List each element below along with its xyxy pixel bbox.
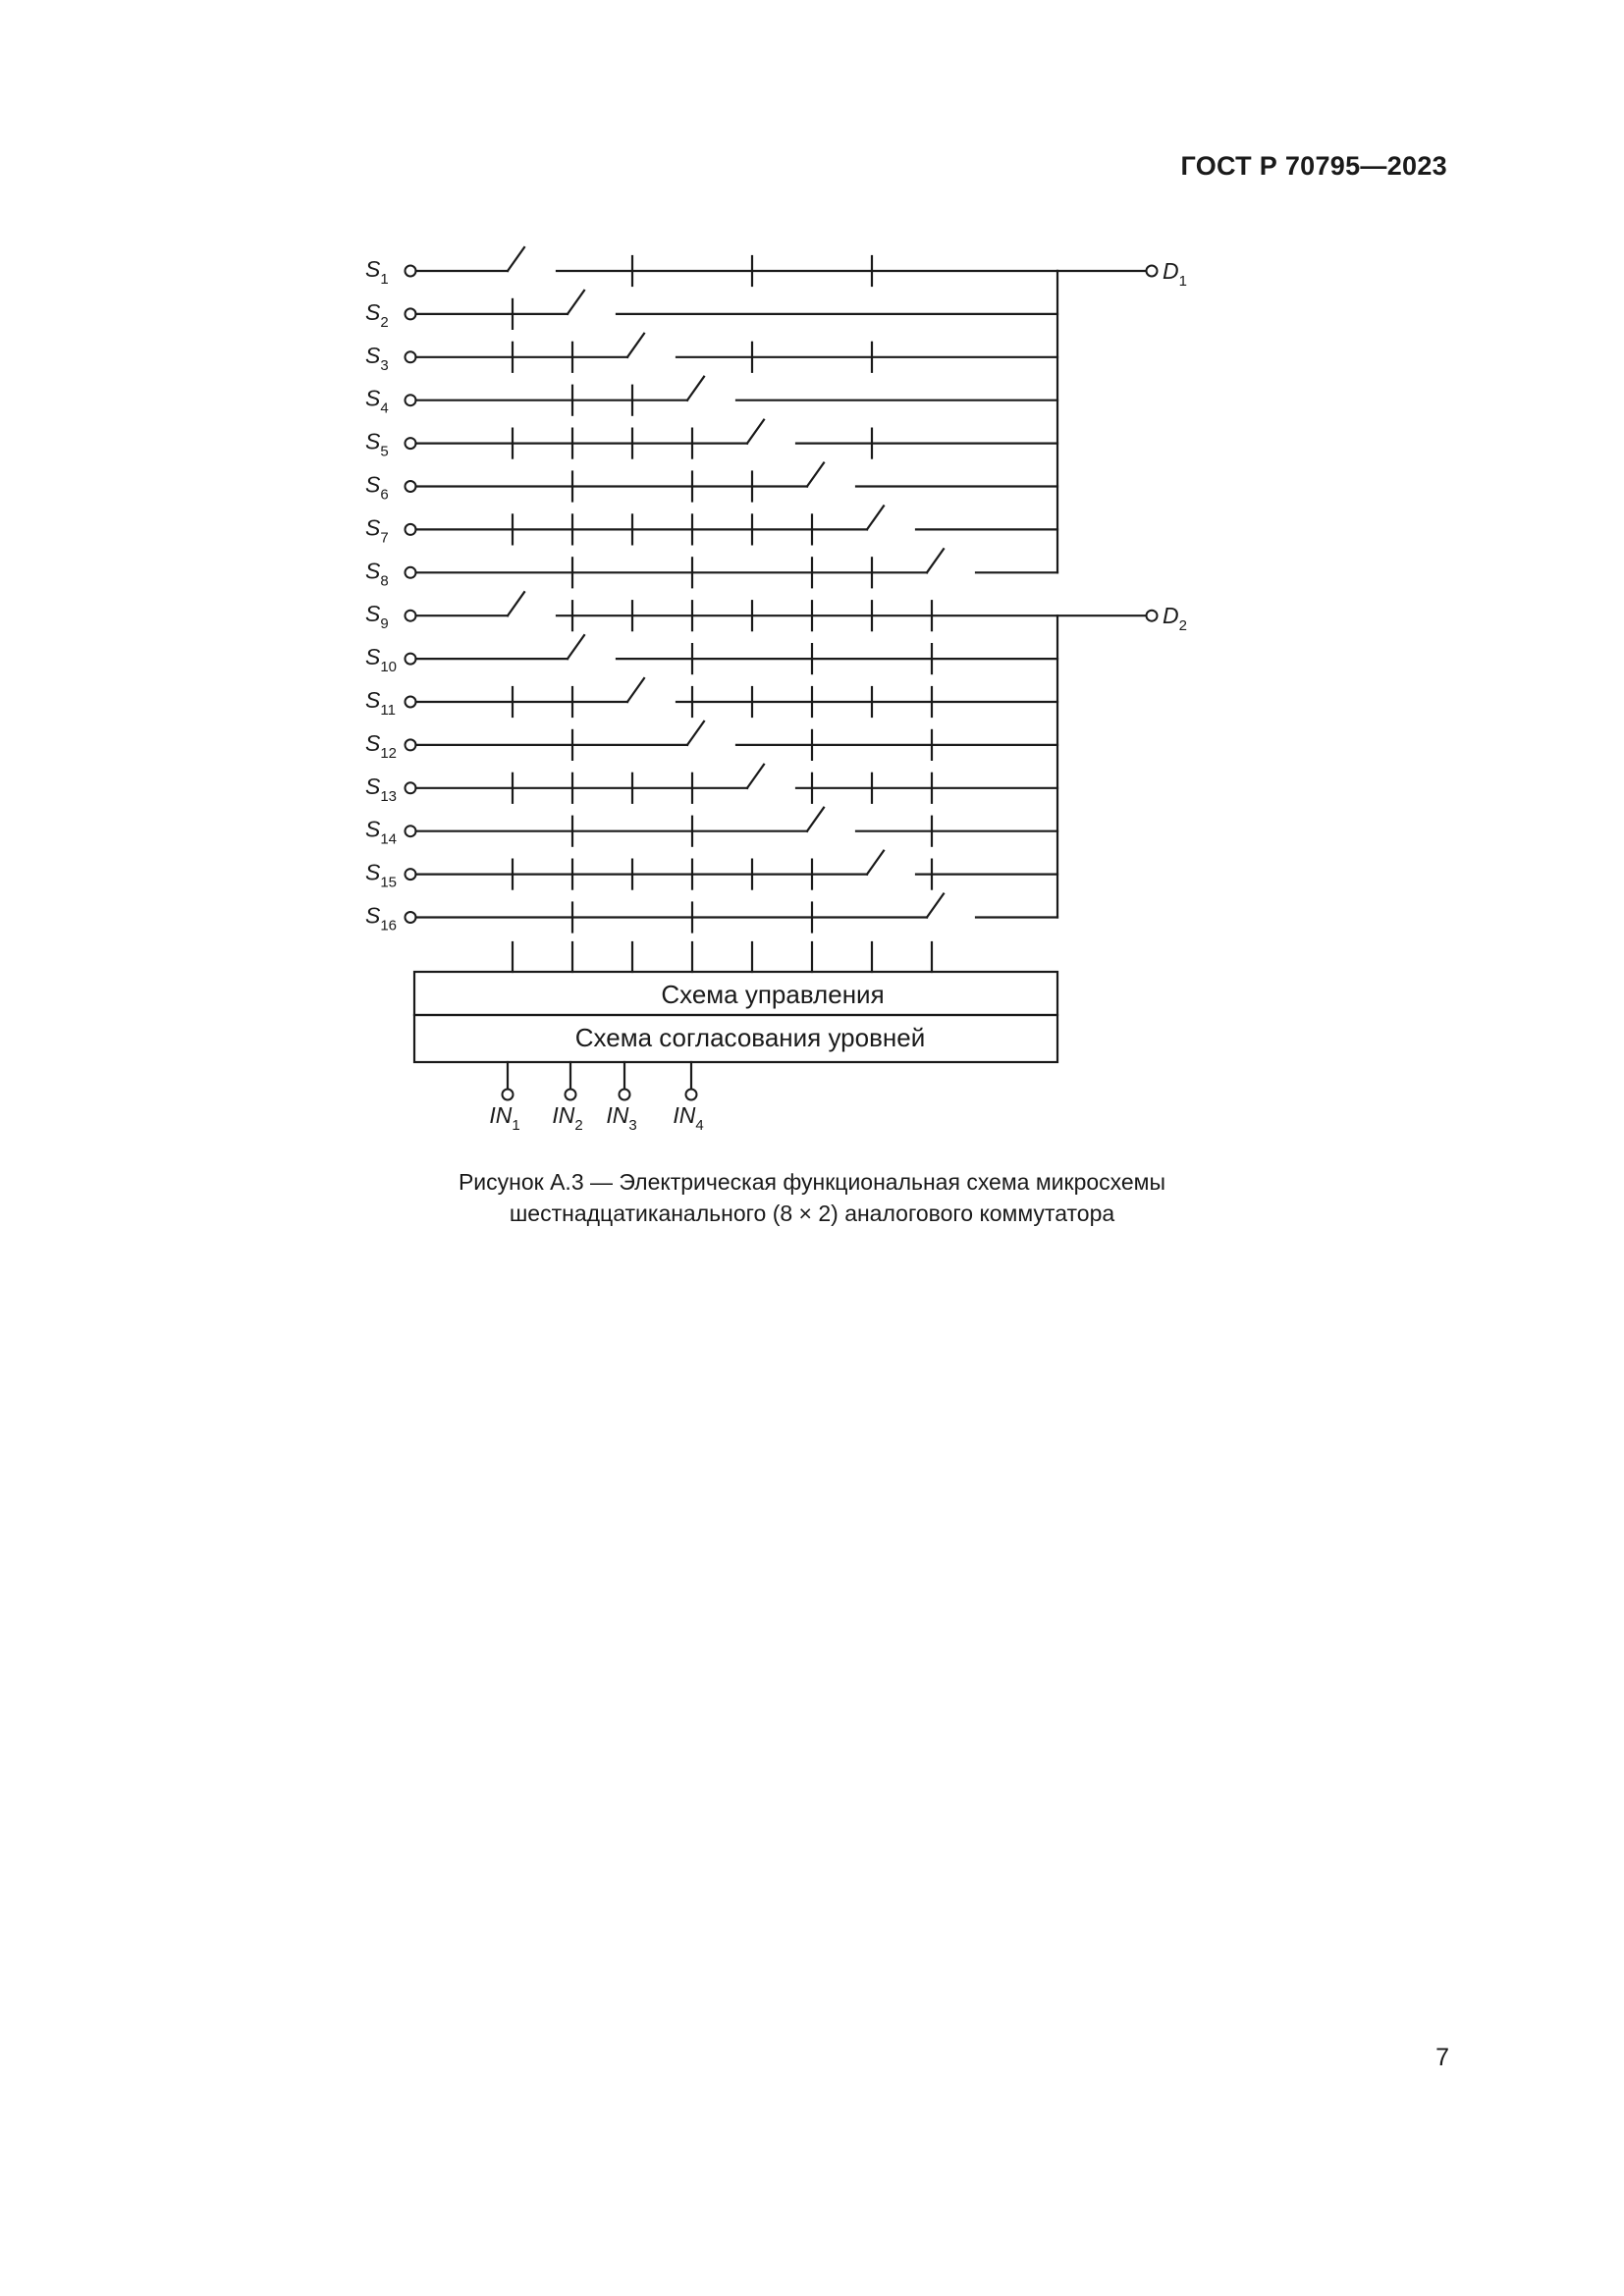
- input-terminal-s12: [406, 739, 416, 750]
- input-label-s11: $S_{11}$: [365, 687, 396, 719]
- caption-line-1: Рисунок А.3 — Электрическая функциональная схема микросхемы: [458, 1169, 1166, 1195]
- input-terminal-s14: [406, 826, 416, 836]
- switch-blade-s4: [687, 377, 704, 400]
- switch-blade-s15: [867, 851, 884, 875]
- control-input-label-in2: $IN_2$: [552, 1102, 583, 1134]
- output-label-d1: $D_1$: [1163, 258, 1187, 290]
- input-label-s8: $S_8$: [365, 558, 389, 590]
- control-input-terminal-2: [566, 1090, 576, 1100]
- input-terminal-s2: [406, 308, 416, 319]
- input-label-s16: $S_{16}$: [365, 902, 398, 934]
- control-input-label-in1: $IN_1$: [489, 1102, 520, 1134]
- input-label-s4: $S_4$: [365, 385, 389, 417]
- switch-blade-s10: [568, 635, 584, 659]
- input-terminal-s10: [406, 654, 416, 665]
- switch-blade-s8: [927, 549, 944, 572]
- output-terminal-d1: [1147, 266, 1158, 277]
- input-label-s9: $S_9$: [365, 601, 389, 633]
- document-header: ГОСТ Р 70795—2023: [1180, 151, 1447, 181]
- output-terminal-d2: [1147, 611, 1158, 621]
- input-label-s2: $S_2$: [365, 298, 389, 331]
- level-shifter-label: Схема согласования уровней: [574, 1023, 926, 1052]
- switch-blade-s6: [807, 463, 824, 487]
- input-label-s1: $S_1$: [365, 256, 389, 288]
- switch-blade-s3: [627, 334, 644, 357]
- switch-blade-s9: [508, 592, 524, 615]
- input-terminal-s5: [406, 438, 416, 449]
- input-terminal-s7: [406, 524, 416, 535]
- input-terminal-s11: [406, 697, 416, 708]
- caption-line-2: шестнадцатиканального (8 × 2) аналогового коммутатора: [509, 1201, 1115, 1226]
- control-input-terminal-1: [503, 1090, 514, 1100]
- input-label-s13: $S_{13}$: [365, 773, 398, 805]
- switch-blade-s5: [747, 420, 764, 444]
- switch-blade-s7: [867, 506, 884, 529]
- input-terminal-s4: [406, 395, 416, 405]
- switch-blade-s11: [627, 678, 644, 702]
- switch-blade-s14: [807, 808, 824, 831]
- switch-blade-s13: [747, 765, 764, 788]
- input-label-s6: $S_6$: [365, 471, 389, 504]
- control-circuit-label: Схема управления: [661, 980, 885, 1009]
- control-block: [414, 972, 1057, 1062]
- input-label-s10: $S_{10}$: [365, 644, 398, 676]
- control-input-terminal-4: [686, 1090, 697, 1100]
- input-terminal-s13: [406, 782, 416, 793]
- switch-blade-s1: [508, 247, 524, 271]
- input-terminal-s1: [406, 266, 416, 277]
- input-label-s12: $S_{12}$: [365, 729, 398, 762]
- output-label-d2: $D_2$: [1163, 603, 1187, 635]
- input-label-s7: $S_7$: [365, 514, 389, 547]
- input-terminal-s3: [406, 351, 416, 362]
- control-input-label-in4: $IN_4$: [673, 1102, 704, 1134]
- switch-blade-s12: [687, 721, 704, 745]
- input-label-s15: $S_{15}$: [365, 859, 398, 891]
- input-terminal-s15: [406, 869, 416, 880]
- figure-caption: [321, 1166, 1303, 1229]
- switch-blade-s2: [568, 291, 584, 314]
- input-label-s3: $S_3$: [365, 342, 389, 374]
- control-input-terminal-3: [620, 1090, 630, 1100]
- switch-blade-s16: [927, 894, 944, 918]
- page-number: 7: [1435, 2044, 1449, 2071]
- input-terminal-s8: [406, 567, 416, 578]
- input-terminal-s9: [406, 611, 416, 621]
- input-label-s5: $S_5$: [365, 428, 389, 460]
- input-terminal-s16: [406, 912, 416, 923]
- input-terminal-s6: [406, 481, 416, 492]
- control-input-label-in3: $IN_3$: [606, 1102, 637, 1134]
- input-label-s14: $S_{14}$: [365, 816, 398, 848]
